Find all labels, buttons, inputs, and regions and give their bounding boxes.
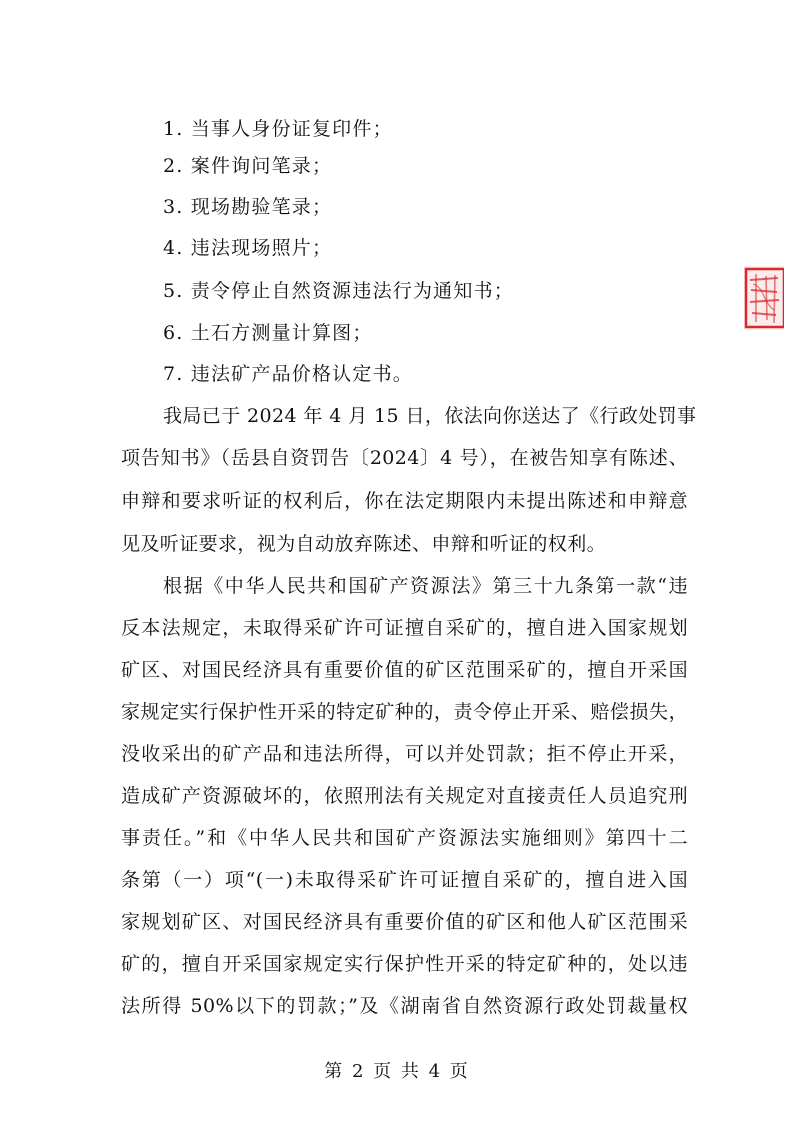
paragraph-2-line: 造成矿产资源破坏的，依照刑法有关规定对直接责任人员追究刑 xyxy=(121,785,688,807)
paragraph-2-line: 家规划矿区、对国民经济具有重要价值的矿区和他人矿区范围采 xyxy=(121,911,688,933)
attachment-item-6: 6. 土石方测量计算图； xyxy=(163,322,373,344)
paragraph-2-line: 根据《中华人民共和国矿产资源法》第三十九条第一款“违 xyxy=(163,575,688,597)
paragraph-2-line: 没收采出的矿产品和违法所得，可以并处罚款；拒不停止开采， xyxy=(121,743,688,765)
paragraph-1-line: 我局已于 2024 年 4 月 15 日，依法向你送达了《行政处罚事 xyxy=(163,405,697,427)
paragraph-2-line: 家规定实行保护性开采的特定矿种的，责令停止开采、赔偿损失， xyxy=(121,701,688,723)
attachment-item-5: 5. 责令停止自然资源违法行为通知书； xyxy=(163,280,514,302)
attachment-item-3: 3. 现场勘验笔录； xyxy=(163,196,333,218)
paragraph-1-line: 项告知书》（岳县自资罚告〔2024〕4 号），在被告知享有陈述、 xyxy=(121,447,688,469)
attachment-item-7: 7. 违法矿产品价格认定书。 xyxy=(163,363,413,385)
paragraph-2-line: 条第（一）项“(一)未取得采矿许可证擅自采矿的，擅自进入国 xyxy=(121,869,688,891)
paragraph-2-line: 反本法规定，未取得采矿许可证擅自采矿的，擅自进入国家规划 xyxy=(121,617,688,639)
paragraph-2-line: 矿的，擅自开采国家规定实行保护性开采的特定矿种的，处以违 xyxy=(121,953,688,975)
paragraph-1-line: 见及听证要求，视为自动放弃陈述、申辩和听证的权利。 xyxy=(121,533,607,555)
paragraph-2-line: 事责任。”和《中华人民共和国矿产资源法实施细则》第四十二 xyxy=(121,827,688,849)
paragraph-1-line: 申辩和要求听证的权利后，你在法定期限内未提出陈述和申辩意 xyxy=(121,490,688,512)
paragraph-2-line: 矿区、对国民经济具有重要价值的矿区范围采矿的，擅自开采国 xyxy=(121,659,688,681)
attachment-item-4: 4. 违法现场照片； xyxy=(163,237,333,259)
attachment-item-1: 1. 当事人身份证复印件； xyxy=(163,118,393,140)
attachment-item-2: 2. 案件询问笔录； xyxy=(163,155,333,177)
official-seal-stamp xyxy=(744,266,784,330)
page-number: 第 2 页 共 4 页 xyxy=(324,1061,470,1082)
paragraph-2-line: 法所得 50%以下的罚款；”及《湖南省自然资源行政处罚裁量权 xyxy=(121,995,688,1017)
